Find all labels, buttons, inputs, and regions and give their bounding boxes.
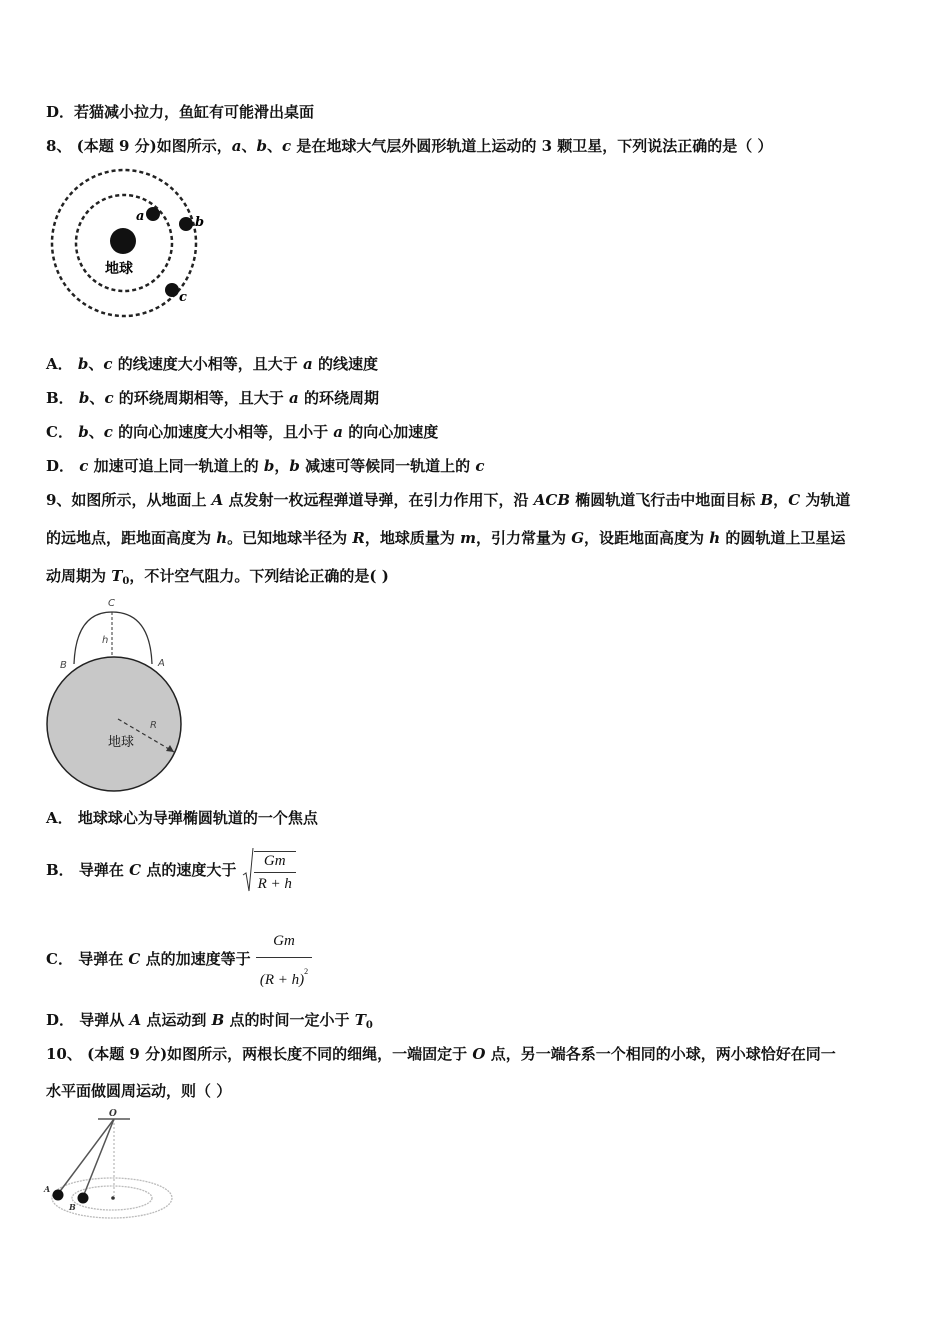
q10-conical-pendulum-figure bbox=[40, 1106, 180, 1230]
option-letter: B． bbox=[46, 389, 74, 407]
var: a bbox=[333, 423, 344, 441]
var: m bbox=[460, 529, 476, 547]
sep: 、 bbox=[89, 389, 105, 407]
text: 的线速度 bbox=[312, 355, 378, 373]
var: b bbox=[263, 457, 275, 475]
var: b bbox=[289, 457, 300, 475]
var: A bbox=[129, 1011, 142, 1029]
q8-option-c bbox=[46, 422, 438, 442]
q8-sep1: 、 bbox=[241, 137, 257, 155]
q8-sat-a: a bbox=[231, 137, 242, 155]
var: G bbox=[571, 529, 584, 547]
label-c: C bbox=[108, 598, 115, 609]
option-letter: D． bbox=[46, 1011, 75, 1029]
var: c bbox=[103, 355, 113, 373]
text: ， bbox=[773, 491, 789, 509]
q7-option-d: D．若猫减小拉力，鱼缸有可能滑出桌面 bbox=[46, 103, 315, 121]
sqrt-inner bbox=[254, 851, 296, 893]
q9-missile-figure bbox=[46, 594, 186, 796]
q9-option-b bbox=[46, 846, 296, 895]
satellite-a bbox=[146, 207, 160, 221]
text: 的远地点，距地面高度为 bbox=[46, 529, 217, 547]
text: 点，另一端各系一个相同的小球，两小球恰好在同一 bbox=[485, 1045, 836, 1063]
earth-label: 地球 bbox=[108, 735, 135, 750]
var: h bbox=[709, 529, 721, 547]
var: T bbox=[111, 567, 123, 585]
text: 椭圆轨道飞行击中地面目标 bbox=[570, 491, 761, 509]
center-dot bbox=[111, 1196, 115, 1200]
q9-stem-line1 bbox=[46, 490, 850, 510]
text: 的向心加速度 bbox=[343, 423, 439, 441]
text: ，设距地面高度为 bbox=[584, 529, 710, 547]
text: ，不计空气阻力。下列结论正确的是( ) bbox=[129, 567, 389, 585]
q10-stem-line1 bbox=[46, 1044, 836, 1064]
satellite-c bbox=[165, 283, 179, 297]
q8-stem-post: 是在地球大气层外圆形轨道上运动的 3 颗卫星，下列说法正确的是（ ） bbox=[291, 137, 773, 155]
satellite-b bbox=[179, 217, 193, 231]
text: 。已知地球半径为 bbox=[227, 529, 353, 547]
numerator: Gm bbox=[263, 852, 286, 869]
label-a: A bbox=[158, 658, 165, 669]
sep: 、 bbox=[88, 355, 104, 373]
subscript: 0 bbox=[365, 1020, 373, 1031]
q8-sat-b: b bbox=[256, 137, 267, 155]
var: B bbox=[211, 1011, 225, 1029]
label-b: b bbox=[195, 215, 205, 230]
label-b: B bbox=[69, 1202, 76, 1212]
var: c bbox=[475, 457, 485, 475]
q8-sep2: 、 bbox=[267, 137, 283, 155]
text: 的线速度大小相等，且大于 bbox=[112, 355, 303, 373]
text: 9、如图所示，从地面上 bbox=[46, 491, 212, 509]
label-a: A bbox=[44, 1184, 51, 1194]
q8-option-d bbox=[46, 456, 484, 476]
q9-stem-line2 bbox=[46, 528, 845, 548]
option-letter: A． bbox=[46, 809, 73, 827]
option-letter: C． bbox=[46, 950, 73, 968]
option-letter: C． bbox=[46, 423, 73, 441]
earth-dot bbox=[110, 228, 136, 254]
fraction bbox=[256, 931, 312, 990]
var: B bbox=[760, 491, 774, 509]
earth-disk bbox=[47, 657, 181, 791]
text: 导弹从 bbox=[79, 1011, 130, 1029]
denominator bbox=[256, 957, 312, 990]
option-letter: D． bbox=[46, 457, 75, 475]
q9-option-d bbox=[46, 1010, 373, 1036]
var: b bbox=[78, 389, 90, 407]
denominator-base: (R + h) bbox=[259, 971, 305, 988]
q9-option-a bbox=[46, 808, 318, 828]
ball-b bbox=[78, 1193, 89, 1204]
text: 10、 (本题 9 分)如图所示，两根长度不同的细绳，一端固定于 bbox=[46, 1045, 473, 1063]
q8-stem bbox=[46, 136, 773, 156]
denominator: R + h bbox=[254, 872, 296, 893]
text: 地球球心为导弹椭圆轨道的一个焦点 bbox=[77, 809, 318, 827]
var: A bbox=[211, 491, 224, 509]
fraction bbox=[254, 852, 296, 893]
subscript: 0 bbox=[122, 576, 130, 587]
option-letter: B． bbox=[46, 861, 74, 879]
var: C bbox=[128, 950, 141, 968]
text: 为轨道 bbox=[800, 491, 851, 509]
text: 点的速度大于 bbox=[141, 861, 237, 879]
text: ，地球质量为 bbox=[364, 529, 461, 547]
q9-option-c bbox=[46, 926, 312, 992]
text: 动周期为 bbox=[46, 567, 112, 585]
text: 点发射一枚远程弹道导弹，在引力作用下，沿 bbox=[223, 491, 534, 509]
var: a bbox=[302, 355, 313, 373]
text: 的圆轨道上卫星运 bbox=[720, 529, 846, 547]
text: 点的加速度等于 bbox=[140, 950, 251, 968]
q8-sat-c: c bbox=[282, 137, 292, 155]
q8-option-a bbox=[46, 354, 378, 374]
text: 的环绕周期 bbox=[298, 389, 379, 407]
var: c bbox=[104, 389, 114, 407]
sep: 、 bbox=[88, 423, 104, 441]
q8-option-b bbox=[46, 388, 379, 408]
ball-a bbox=[53, 1190, 64, 1201]
text: ， bbox=[274, 457, 290, 475]
var: a bbox=[289, 389, 299, 407]
text: 加速可追上同一轨道上的 bbox=[88, 457, 264, 475]
string-b bbox=[83, 1119, 114, 1197]
var: R bbox=[352, 529, 365, 547]
label-c: c bbox=[179, 290, 187, 305]
q8-number: 8、 bbox=[46, 137, 72, 155]
var: O bbox=[472, 1045, 486, 1063]
var: c bbox=[103, 423, 113, 441]
var: ACB bbox=[533, 491, 571, 509]
text: 导弹在 bbox=[78, 861, 130, 879]
q8-stem-pre: (本题 9 分)如图所示， bbox=[76, 137, 232, 155]
sqrt-expression bbox=[242, 847, 296, 895]
label-h: h bbox=[102, 635, 109, 646]
text: 点的时间一定小于 bbox=[224, 1011, 355, 1029]
var: T bbox=[354, 1011, 366, 1029]
radical-sign bbox=[242, 847, 254, 895]
label-a: a bbox=[136, 209, 145, 224]
text: ，引力常量为 bbox=[475, 529, 572, 547]
var: c bbox=[79, 457, 89, 475]
elliptic-trajectory bbox=[74, 612, 152, 664]
label-b: B bbox=[60, 660, 67, 671]
label-r: R bbox=[150, 720, 157, 731]
var: b bbox=[78, 423, 89, 441]
q9-stem-line3 bbox=[46, 566, 389, 592]
q10-stem-line2: 水平面做圆周运动，则（ ） bbox=[46, 1082, 232, 1100]
exponent: 2 bbox=[304, 966, 309, 976]
var: b bbox=[77, 355, 89, 373]
string-a bbox=[58, 1119, 114, 1194]
label-o: O bbox=[109, 1109, 117, 1119]
var: C bbox=[129, 861, 142, 879]
earth-label: 地球 bbox=[105, 261, 133, 277]
var: C bbox=[788, 491, 801, 509]
numerator: Gm bbox=[273, 932, 295, 949]
option-letter: A． bbox=[46, 355, 73, 373]
text: 导弹在 bbox=[78, 950, 129, 968]
text: 的环绕周期相等，且大于 bbox=[113, 389, 290, 407]
text: 减速可等候同一轨道上的 bbox=[299, 457, 476, 475]
var: h bbox=[216, 529, 228, 547]
text: 点运动到 bbox=[141, 1011, 212, 1029]
text: 的向心加速度大小相等，且小于 bbox=[112, 423, 334, 441]
q8-orbit-figure bbox=[46, 166, 216, 324]
